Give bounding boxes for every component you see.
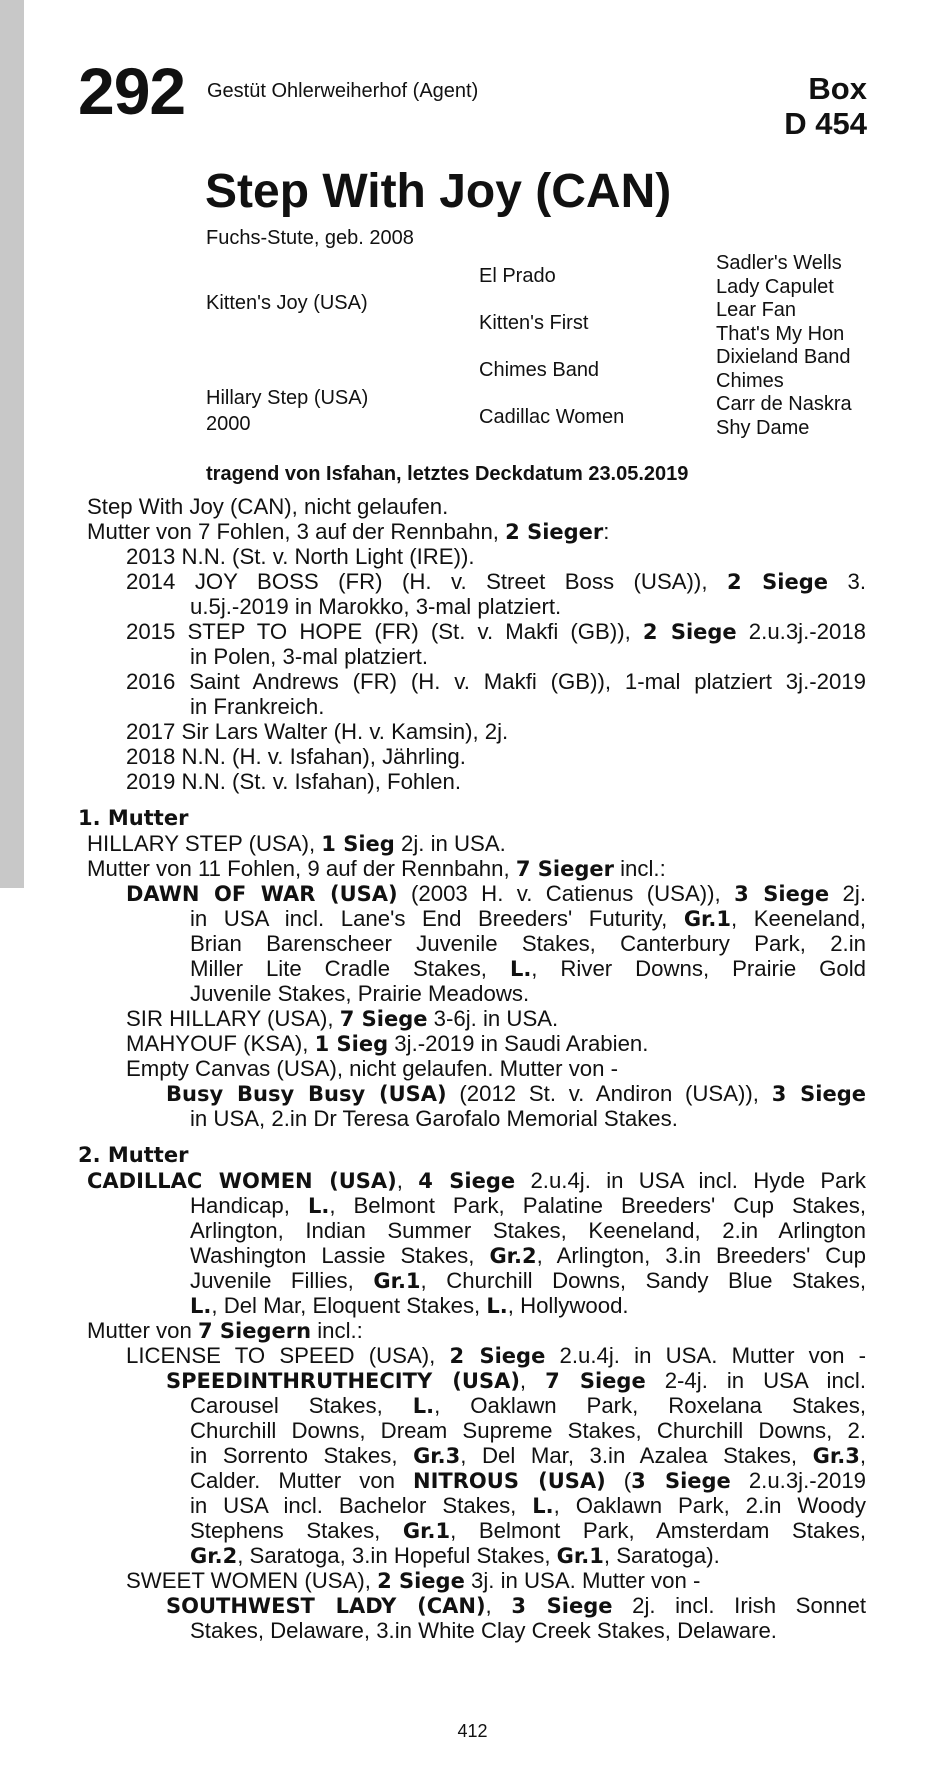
pedigree-dam-sire: Chimes Band [479, 359, 600, 381]
sidebar-strip [0, 0, 24, 888]
produce-line: Mutter von 7 Fohlen, 3 auf der Rennbahn, 2 Sieger: [87, 519, 610, 544]
second-dam-line: Handicap, L., Belmont Park, Palatine Breeders' Cup Stakes, [190, 1193, 866, 1218]
second-dam-line: Juvenile Fillies, Gr.1, Churchill Downs, Sandy Blue Stakes, [190, 1268, 866, 1293]
pedigree-ancestor: Shy Dame [716, 417, 810, 439]
second-dam-line: Arlington, Indian Summer Stakes, Keeneland, 2.in Arlington [190, 1218, 866, 1243]
second-dam-line: SPEEDINTHRUTHECITY (USA), 7 Siege 2-4j. in USA incl. [166, 1368, 866, 1393]
produce-line: Step With Joy (CAN), nicht gelaufen. [87, 494, 449, 519]
first-dam-line: Juvenile Stakes, Prairie Meadows. [190, 981, 530, 1006]
lot-number: 292 [78, 54, 186, 128]
horse-name: Step With Joy (CAN) [205, 165, 672, 218]
first-dam-line: MAHYOUF (KSA), 1 Sieg 3j.-2019 in Saudi Arabien. [126, 1031, 649, 1056]
first-dam-heading: 1. Mutter [78, 806, 189, 830]
pedigree-ancestor: Chimes [716, 370, 784, 392]
second-dam-line: LICENSE TO SPEED (USA), 2 Siege 2.u.4j. in USA. Mutter von - [126, 1343, 866, 1368]
seller: Gestüt Ohlerweiherhof (Agent) [207, 80, 479, 102]
pedigree-sire: Kitten's Joy (USA) [206, 292, 368, 314]
second-dam-line: Churchill Downs, Dream Supreme Stakes, Churchill Downs, 2. [190, 1418, 866, 1443]
pedigree-ancestor: Lear Fan [716, 299, 797, 321]
second-dam-line: Mutter von 7 Siegern incl.: [87, 1318, 363, 1343]
first-dam-line: Mutter von 11 Fohlen, 9 auf der Rennbahn, 7 Sieger incl.: [87, 856, 666, 881]
first-dam-line: HILLARY STEP (USA), 1 Sieg 2j. in USA. [87, 831, 506, 856]
horse-description: Fuchs-Stute, geb. 2008 [206, 227, 414, 249]
first-dam-line: in USA incl. Lane's End Breeders' Futurity, Gr.1, Keeneland, [190, 906, 866, 931]
first-dam-line: Brian Barenscheer Juvenile Stakes, Canterbury Park, 2.in [190, 931, 866, 956]
pedigree-ancestor: Sadler's Wells [716, 252, 842, 274]
pedigree-dam-year: 2000 [206, 413, 251, 435]
page-number: 412 [457, 1721, 488, 1741]
produce-line: in Polen, 3-mal platziert. [190, 644, 429, 669]
produce-line: u.5j.-2019 in Marokko, 3-mal platziert. [190, 594, 562, 619]
first-dam-line: DAWN OF WAR (USA) (2003 H. v. Catienus (USA)), 3 Siege 2j. [126, 881, 866, 906]
second-dam-line: Washington Lassie Stakes, Gr.2, Arlington, 3.in Breeders' Cup [190, 1243, 866, 1268]
produce-line: 2016 Saint Andrews (FR) (H. v. Makfi (GB)), 1-mal platziert 3j.-2019 [126, 669, 866, 694]
first-dam-line: SIR HILLARY (USA), 7 Siege 3-6j. in USA. [126, 1006, 559, 1031]
pedigree-sire-dam: Kitten's First [479, 312, 589, 334]
first-dam-line: Busy Busy Busy (USA) (2012 St. v. Andiron (USA)), 3 Siege [166, 1081, 867, 1106]
second-dam-line: Calder. Mutter von NITROUS (USA) (3 Siege 2.u.3j.-2019 [190, 1468, 867, 1493]
produce-line: 2014 JOY BOSS (FR) (H. v. Street Boss (USA)), 2 Siege 3. [126, 569, 866, 594]
second-dam-line: in USA incl. Bachelor Stakes, L., Oaklawn Park, 2.in Woody [190, 1493, 866, 1518]
box-label: Box [808, 71, 867, 106]
pedigree-dam: Hillary Step (USA) [206, 387, 369, 409]
pedigree-sire-sire: El Prado [479, 265, 556, 287]
first-dam-line: in USA, 2.in Dr Teresa Garofalo Memorial Stakes. [190, 1106, 678, 1131]
second-dam-line: SWEET WOMEN (USA), 2 Siege 3j. in USA. Mutter von - [126, 1568, 701, 1593]
first-dam-line: Empty Canvas (USA), nicht gelaufen. Mutter von - [126, 1056, 619, 1081]
pedigree-ancestor: That's My Hon [716, 323, 845, 345]
produce-line: 2017 Sir Lars Walter (H. v. Kamsin), 2j. [126, 719, 509, 744]
second-dam-heading: 2. Mutter [78, 1143, 189, 1167]
second-dam-line: Gr.2, Saratoga, 3.in Hopeful Stakes, Gr.1, Saratoga). [190, 1543, 720, 1568]
box-number: D 454 [784, 105, 867, 141]
produce-line: 2019 N.N. (St. v. Isfahan), Fohlen. [126, 769, 462, 794]
produce-line: 2013 N.N. (St. v. North Light (IRE)). [126, 544, 475, 569]
pedigree-ancestor: Carr de Naskra [716, 393, 852, 415]
in-foal-note: tragend von Isfahan, letztes Deckdatum 23.05.2019 [206, 463, 689, 485]
second-dam-line: L., Del Mar, Eloquent Stakes, L., Hollywood. [190, 1293, 629, 1318]
second-dam-line: in Sorrento Stakes, Gr.3, Del Mar, 3.in Azalea Stakes, Gr.3, [190, 1443, 867, 1468]
produce-line: in Frankreich. [190, 694, 325, 719]
pedigree-dam-dam: Cadillac Women [479, 406, 625, 428]
box-location [784, 72, 867, 141]
second-dam-line: SOUTHWEST LADY (CAN), 3 Siege 2j. incl. Irish Sonnet [166, 1593, 867, 1618]
second-dam-line: Stakes, Delaware, 3.in White Clay Creek Stakes, Delaware. [190, 1618, 777, 1643]
pedigree-ancestor: Lady Capulet [716, 276, 834, 298]
second-dam-line: Carousel Stakes, L., Oaklawn Park, Roxelana Stakes, [190, 1393, 866, 1418]
second-dam-line: Stephens Stakes, Gr.1, Belmont Park, Amsterdam Stakes, [190, 1518, 866, 1543]
second-dam-line: CADILLAC WOMEN (USA), 4 Siege 2.u.4j. in USA incl. Hyde Park [87, 1168, 866, 1193]
first-dam-line: Miller Lite Cradle Stakes, L., River Downs, Prairie Gold [190, 956, 866, 981]
pedigree-ancestor: Dixieland Band [716, 346, 851, 368]
produce-line: 2018 N.N. (H. v. Isfahan), Jährling. [126, 744, 466, 769]
produce-line: 2015 STEP TO HOPE (FR) (St. v. Makfi (GB)), 2 Siege 2.u.3j.-2018 [126, 619, 866, 644]
